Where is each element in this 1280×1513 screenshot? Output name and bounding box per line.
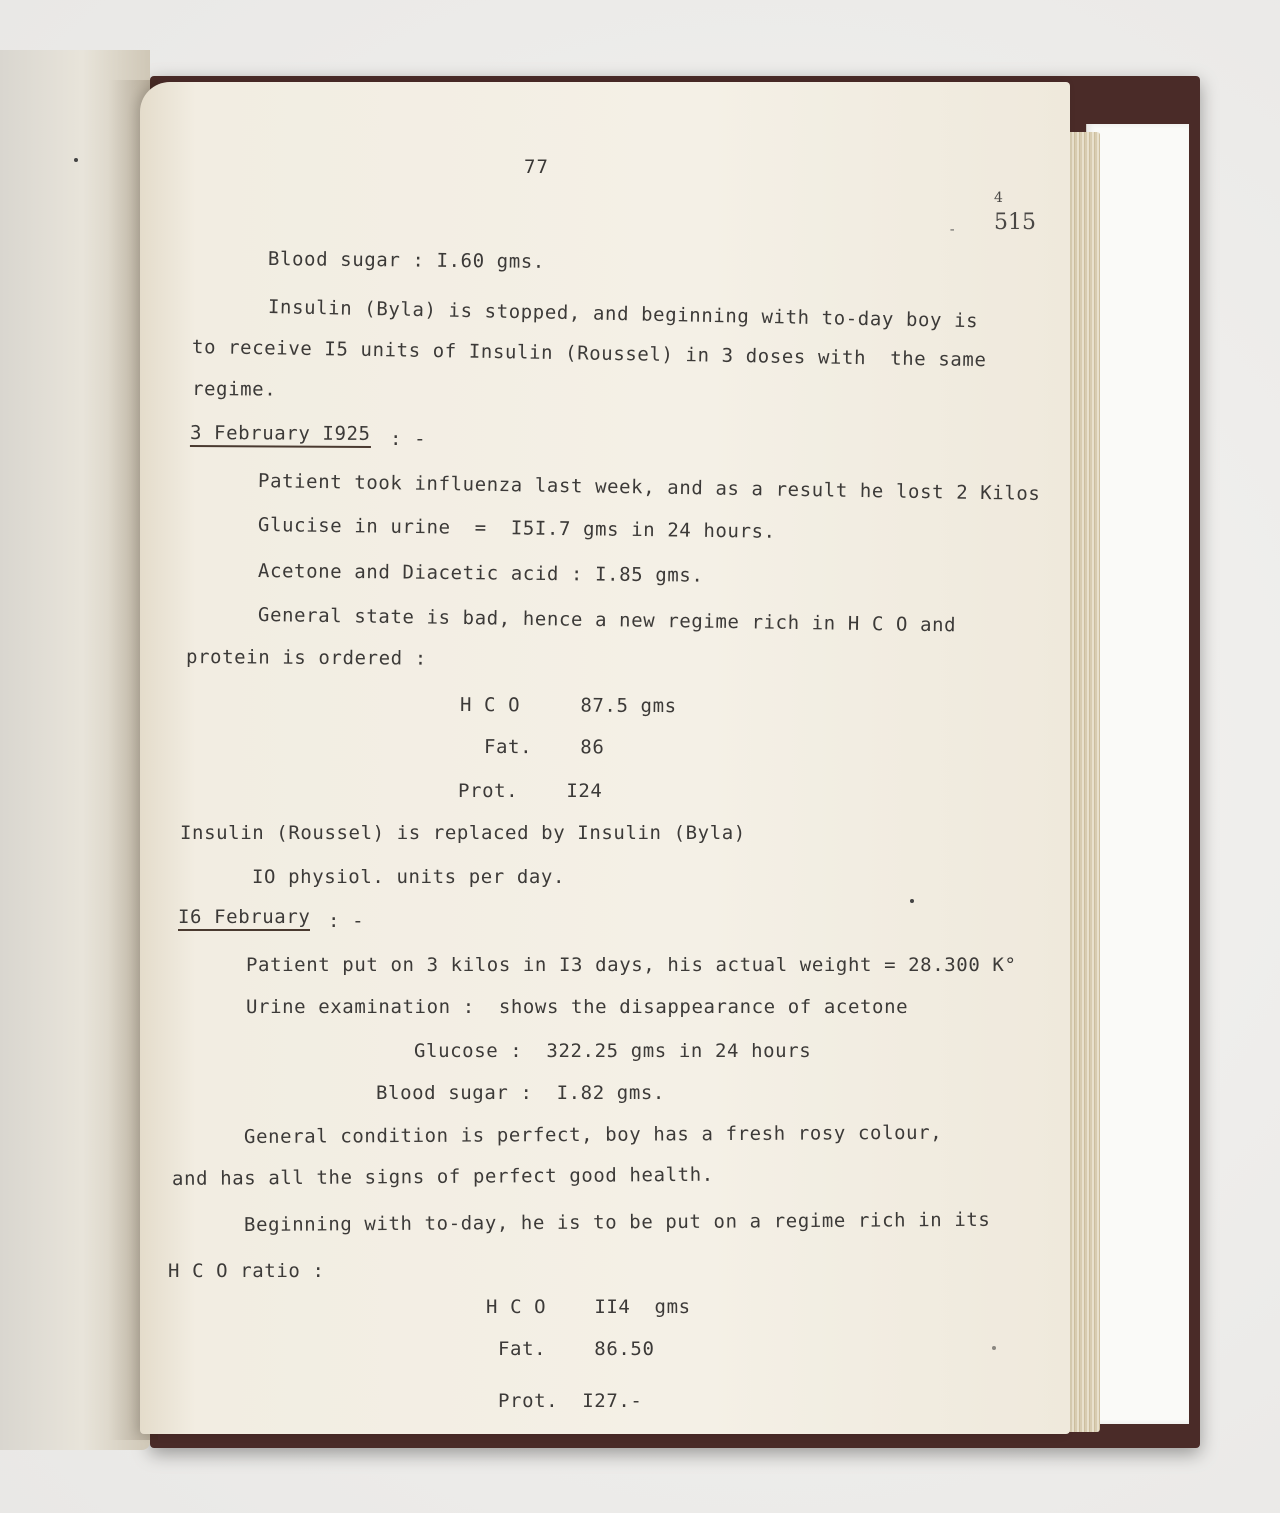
- left-page-dot: [74, 158, 78, 162]
- text-line-glucise: Glucise in urine = I5I.7 gms in 24 hours.: [257, 514, 776, 543]
- page-number: 77: [524, 156, 549, 178]
- date-heading-feb16: I6 February: [178, 906, 310, 931]
- stamp-dash: -: [948, 222, 957, 238]
- ink-dot: [910, 899, 914, 903]
- regime2-fat: Fat. 86.50: [498, 1338, 655, 1360]
- text-line-weight: Patient put on 3 kilos in I3 days, his actual weight = 28.300 K°: [246, 954, 1017, 976]
- text-line-blood-sugar-2: Blood sugar : I.82 gms.: [376, 1082, 665, 1104]
- text-line-general-condition-1: General condition is perfect, boy has a fresh rosy colour,: [243, 1121, 943, 1148]
- text-line-insulin-stopped-3: regime.: [191, 378, 277, 401]
- text-line-beginning-1: Beginning with to-day, he is to be put on a regime rich in its: [243, 1208, 991, 1236]
- text-line-acetone: Acetone and Diacetic acid : I.85 gms.: [257, 560, 704, 587]
- regime2-hco: H C O II4 gms: [486, 1296, 691, 1318]
- text-line-insulin-replaced: Insulin (Roussel) is replaced by Insulin (Byla): [180, 822, 746, 844]
- text-line-general-state-1: General state is bad, hence a new regime rich in H C O and: [257, 604, 957, 637]
- regime1-fat: Fat. 86: [483, 736, 605, 759]
- text-line-insulin-stopped-2: to receive I5 units of Insulin (Roussel) in 3 doses with the same: [191, 336, 987, 372]
- date-heading-feb3-suffix: : -: [378, 428, 427, 450]
- cover-endpaper: [1086, 124, 1189, 1424]
- date-heading-feb16-suffix: : -: [316, 910, 365, 932]
- text-line-beginning-2: H C O ratio :: [168, 1260, 325, 1282]
- text-line-insulin-stopped-1: Insulin (Byla) is stopped, and beginning with to-day boy is: [267, 296, 979, 333]
- margin-dot: [992, 1346, 996, 1350]
- text-line-urine-exam: Urine examination : shows the disappearance of acetone: [246, 996, 909, 1018]
- date-heading-feb3: 3 February I925: [190, 422, 371, 448]
- text-line-glucose: Glucose : 322.25 gms in 24 hours: [414, 1040, 812, 1062]
- regime2-prot: Prot. I27.-: [498, 1390, 643, 1412]
- text-line-blood-sugar-1: Blood sugar : I.60 gms.: [267, 248, 546, 273]
- regime1-hco: H C O 87.5 gms: [459, 694, 677, 718]
- stamp-superscript: 4: [994, 190, 1003, 206]
- text-line-physiol-units: IO physiol. units per day.: [252, 866, 566, 888]
- text-line-general-state-2: protein is ordered :: [185, 646, 427, 670]
- text-line-influenza: Patient took influenza last week, and as a result he lost 2 Kilos: [257, 470, 1041, 505]
- text-line-general-condition-2: and has all the signs of perfect good health.: [171, 1163, 714, 1190]
- folio-stamp: 515: [994, 210, 1036, 235]
- regime1-prot: Prot. I24: [458, 780, 603, 802]
